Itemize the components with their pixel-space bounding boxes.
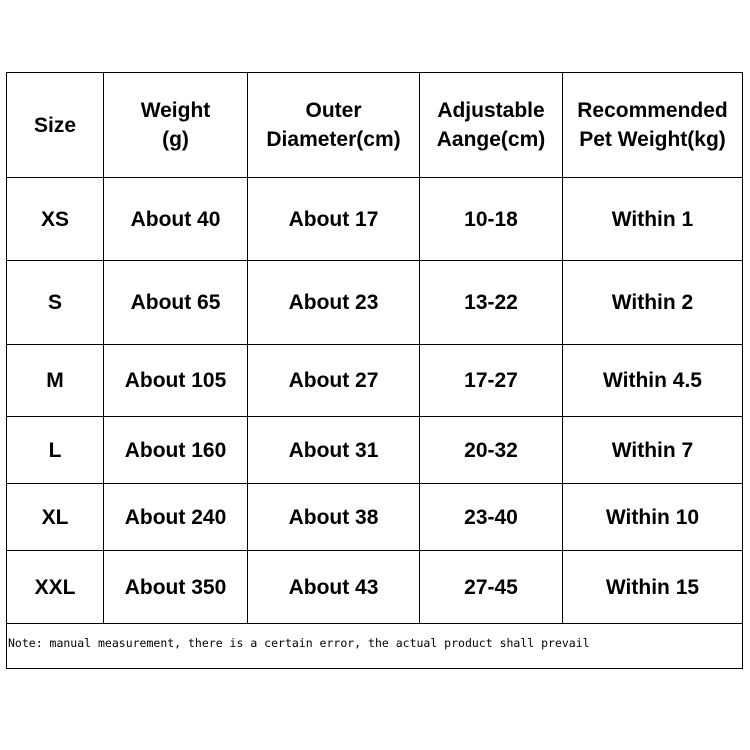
header-size: Size [7, 73, 104, 178]
table-row [7, 178, 743, 261]
table-row [7, 484, 743, 551]
cell-weight: About 350 [104, 551, 248, 624]
size-chart-table [6, 72, 743, 669]
cell-weight: About 160 [104, 417, 248, 484]
note-row [7, 624, 743, 669]
table-row [7, 261, 743, 345]
cell-pet-weight: Within 10 [563, 484, 743, 551]
cell-size: M [7, 345, 104, 417]
cell-weight: About 105 [104, 345, 248, 417]
cell-weight: About 240 [104, 484, 248, 551]
cell-outer-diameter: About 43 [248, 551, 420, 624]
table-header-row [7, 73, 743, 178]
header-weight: Weight (g) [104, 73, 248, 178]
cell-size: XS [7, 178, 104, 261]
cell-adjustable-range: 23-40 [420, 484, 563, 551]
cell-weight: About 40 [104, 178, 248, 261]
table-row [7, 345, 743, 417]
cell-outer-diameter: About 17 [248, 178, 420, 261]
header-outer-diameter: Outer Diameter(cm) [248, 73, 420, 178]
cell-pet-weight: Within 4.5 [563, 345, 743, 417]
header-adjustable-range: Adjustable Aange(cm) [420, 73, 563, 178]
table-row [7, 417, 743, 484]
cell-adjustable-range: 10-18 [420, 178, 563, 261]
cell-adjustable-range: 27-45 [420, 551, 563, 624]
measurement-note: Note: manual measurement, there is a certain error, the actual product shall prevail [8, 636, 590, 650]
cell-outer-diameter: About 27 [248, 345, 420, 417]
note-cell [7, 624, 743, 669]
cell-adjustable-range: 20-32 [420, 417, 563, 484]
cell-size: S [7, 261, 104, 345]
cell-outer-diameter: About 23 [248, 261, 420, 345]
cell-adjustable-range: 13-22 [420, 261, 563, 345]
cell-pet-weight: Within 7 [563, 417, 743, 484]
cell-outer-diameter: About 31 [248, 417, 420, 484]
header-recommended-pet-weight: Recommended Pet Weight(kg) [563, 73, 743, 178]
cell-size: XXL [7, 551, 104, 624]
cell-pet-weight: Within 2 [563, 261, 743, 345]
cell-size: XL [7, 484, 104, 551]
cell-pet-weight: Within 15 [563, 551, 743, 624]
cell-size: L [7, 417, 104, 484]
cell-pet-weight: Within 1 [563, 178, 743, 261]
cell-adjustable-range: 17-27 [420, 345, 563, 417]
cell-outer-diameter: About 38 [248, 484, 420, 551]
table-row [7, 551, 743, 624]
cell-weight: About 65 [104, 261, 248, 345]
